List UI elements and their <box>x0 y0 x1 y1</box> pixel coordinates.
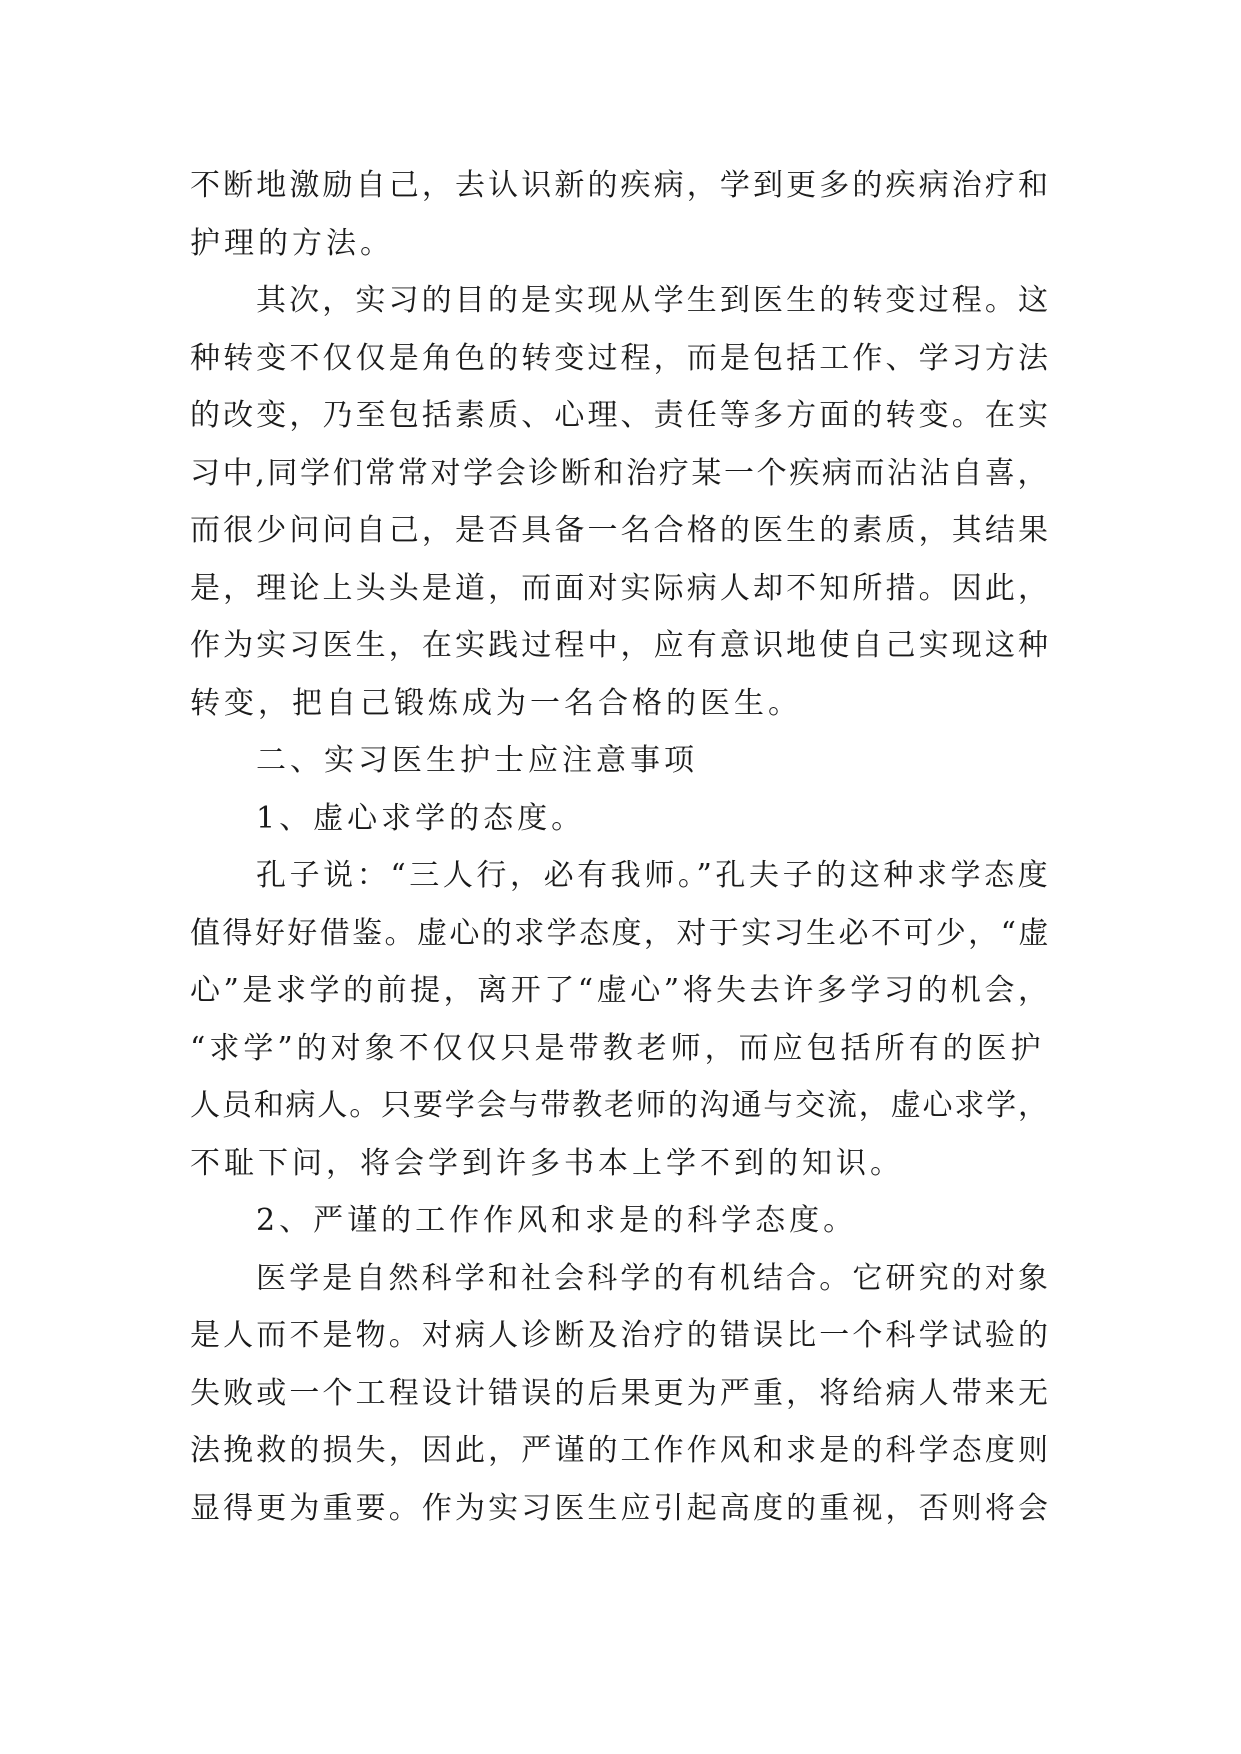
text-line: 二、实习医生护士应注意事项 <box>256 743 698 778</box>
text-line: 是，理论上头头是道，而面对实际病人却不知所措。因此， <box>190 570 1052 606</box>
text-line: 不耻下问，将会学到许多书本上学不到的知识。 <box>190 1145 904 1181</box>
document-page <box>190 157 1052 1537</box>
text-line: 心”是求学的前提，离开了“虚心”将失去许多学习的机会， <box>190 973 1052 1008</box>
text-line: “求学”的对象不仅仅只是带教老师，而应包括所有的医护 <box>190 1030 1045 1066</box>
document-body <box>190 157 1052 1537</box>
text-line: 不断地激励自己，去认识新的疾病，学到更多的疾病治疗和 <box>190 168 1052 203</box>
text-line: 值得好好借鉴。虚心的求学态度，对于实习生必不可少，“虚 <box>190 915 1051 951</box>
text-line: 作为实习医生，在实践过程中，应有意识地使自己实现这种 <box>190 628 1052 663</box>
text-line: 种转变不仅仅是角色的转变过程，而是包括工作、学习方法 <box>190 340 1052 376</box>
text-line: 法挽救的损失，因此，严谨的工作作风和求是的科学态度则 <box>190 1433 1052 1468</box>
text-line: 医学是自然科学和社会科学的有机结合。它研究的对象 <box>256 1260 1052 1296</box>
text-line: 失败或一个工程设计错误的后果更为严重，将给病人带来无 <box>190 1375 1052 1411</box>
text-line: 显得更为重要。作为实习医生应引起高度的重视，否则将会 <box>190 1490 1052 1526</box>
text-line: 习中,同学们常常对学会诊断和治疗某一个疾病而沾沾自喜， <box>190 455 1051 491</box>
text-line: 的改变，乃至包括素质、心理、责任等多方面的转变。在实 <box>190 398 1052 433</box>
text-line: 转变，把自己锻炼成为一名合格的医生。 <box>190 685 802 721</box>
text-line: 其次，实习的目的是实现从学生到医生的转变过程。这 <box>256 283 1052 318</box>
text-line: 而很少问问自己，是否具备一名合格的医生的素质，其结果 <box>190 513 1052 548</box>
text-line: 是人而不是物。对病人诊断及治疗的错误比一个科学试验的 <box>190 1318 1052 1353</box>
text-line: 护理的方法。 <box>190 225 394 261</box>
text-line: 人员和病人。只要学会与带教老师的沟通与交流，虚心求学， <box>190 1088 1050 1123</box>
text-line: 1、虚心求学的态度。 <box>256 800 586 836</box>
text-line: 2、严谨的工作作风和求是的科学态度。 <box>256 1203 858 1238</box>
text-line: 孔子说：“三人行，必有我师。”孔夫子的这种求学态度 <box>256 858 1052 893</box>
